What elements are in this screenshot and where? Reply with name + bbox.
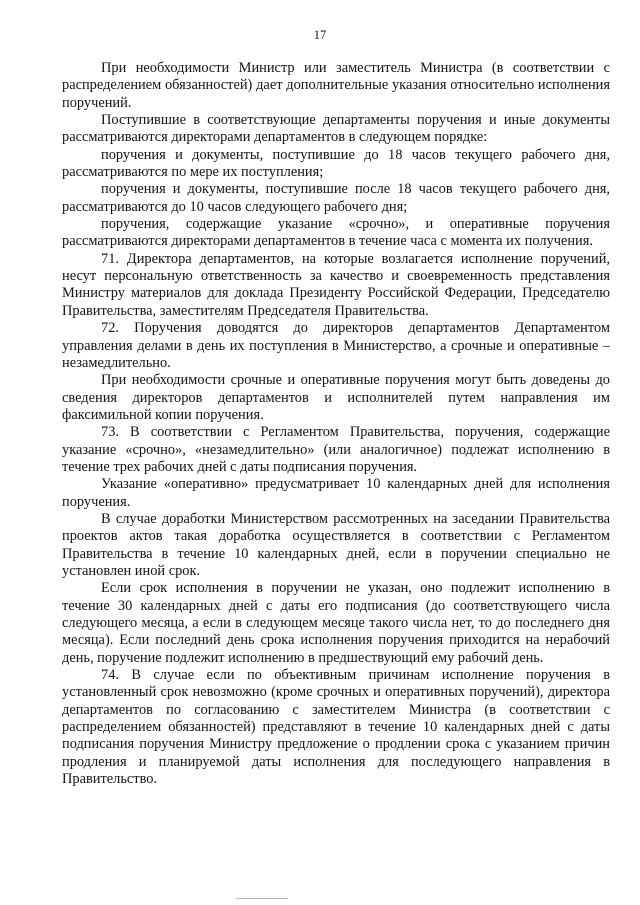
paragraph: При необходимости Министр или заместитель Министра (в соответствии с распределением обязанностей) дает дополнительные указания относительно исполнения поручений. xyxy=(62,60,610,111)
paragraph: поручения и документы, поступившие до 18 часов текущего рабочего дня, рассматриваются по мере их поступления; xyxy=(62,146,610,181)
paragraph: Если срок исполнения в поручении не указан, оно подлежит исполнению в течение 30 календарных дней с даты его подписания (до соответствующего числа следующего месяца, а если в следующем месяце такого числа нет, то до последнего дня месяца). Если последний день срока исполнения поручения приходится на нерабочий день, поручение подлежит исполнению в предшествующий ему рабочий день. xyxy=(62,580,610,666)
paragraph: 73. В соответствии с Регламентом Правительства, поручения, содержащие указание «срочно», «незамедлительно» (или аналогичное) подлежат исполнению в течение трех рабочих дней с даты подписания поручения. xyxy=(62,424,610,475)
paragraph: В случае доработки Министерством рассмотренных на заседании Правительства проектов актов такая доработка осуществляется в соответствии с Регламентом Правительства в течение 10 календарных дней, если в поручении специально не установлен иной срок. xyxy=(62,510,610,579)
document-body xyxy=(62,60,610,788)
paragraph: поручения и документы, поступившие после 18 часов текущего рабочего дня, рассматриваются до 10 часов следующего рабочего дня; xyxy=(62,181,610,215)
paragraph: поручения, содержащие указание «срочно», и оперативные поручения рассматриваются директорами департаментов в течение часа с момента их получения. xyxy=(62,216,610,250)
scan-edge-mark xyxy=(236,898,288,899)
paragraph: Указание «оперативно» предусматривает 10 календарных дней для исполнения поручения. xyxy=(62,476,610,510)
paragraph: 71. Директора департаментов, на которые возлагается исполнение поручений, несут персональную ответственность за качество и своевременность представления Министру материалов для доклада Президенту Российской Федерации, Председателю Правительства, заместителям Председателя Правительства. xyxy=(62,250,610,319)
paragraph: Поступившие в соответствующие департаменты поручения и иные документы рассматриваются директорами департаментов в следующем порядке: xyxy=(62,112,610,146)
paragraph: 74. В случае если по объективным причинам исполнение поручения в установленный срок невозможно (кроме срочных и оперативных поручений), директора департаментов по согласованию с заместителем Министра (в соответствии с распределением обязанностей) представляют в течение 10 календарных дней с даты подписания поручения Министру предложение о продлении срока с указанием причин продления и планируемой даты исполнения для последующего направления в Правительство. xyxy=(62,667,610,788)
page-number: 17 xyxy=(313,28,327,42)
paragraph: При необходимости срочные и оперативные поручения могут быть доведены до сведения директоров департаментов и исполнителей путем направления им факсимильной копии поручения. xyxy=(62,372,610,423)
paragraph: 72. Поручения доводятся до директоров департаментов Департаментом управления делами в день их поступления в Министерство, а срочные и оперативные – незамедлительно. xyxy=(62,320,610,371)
